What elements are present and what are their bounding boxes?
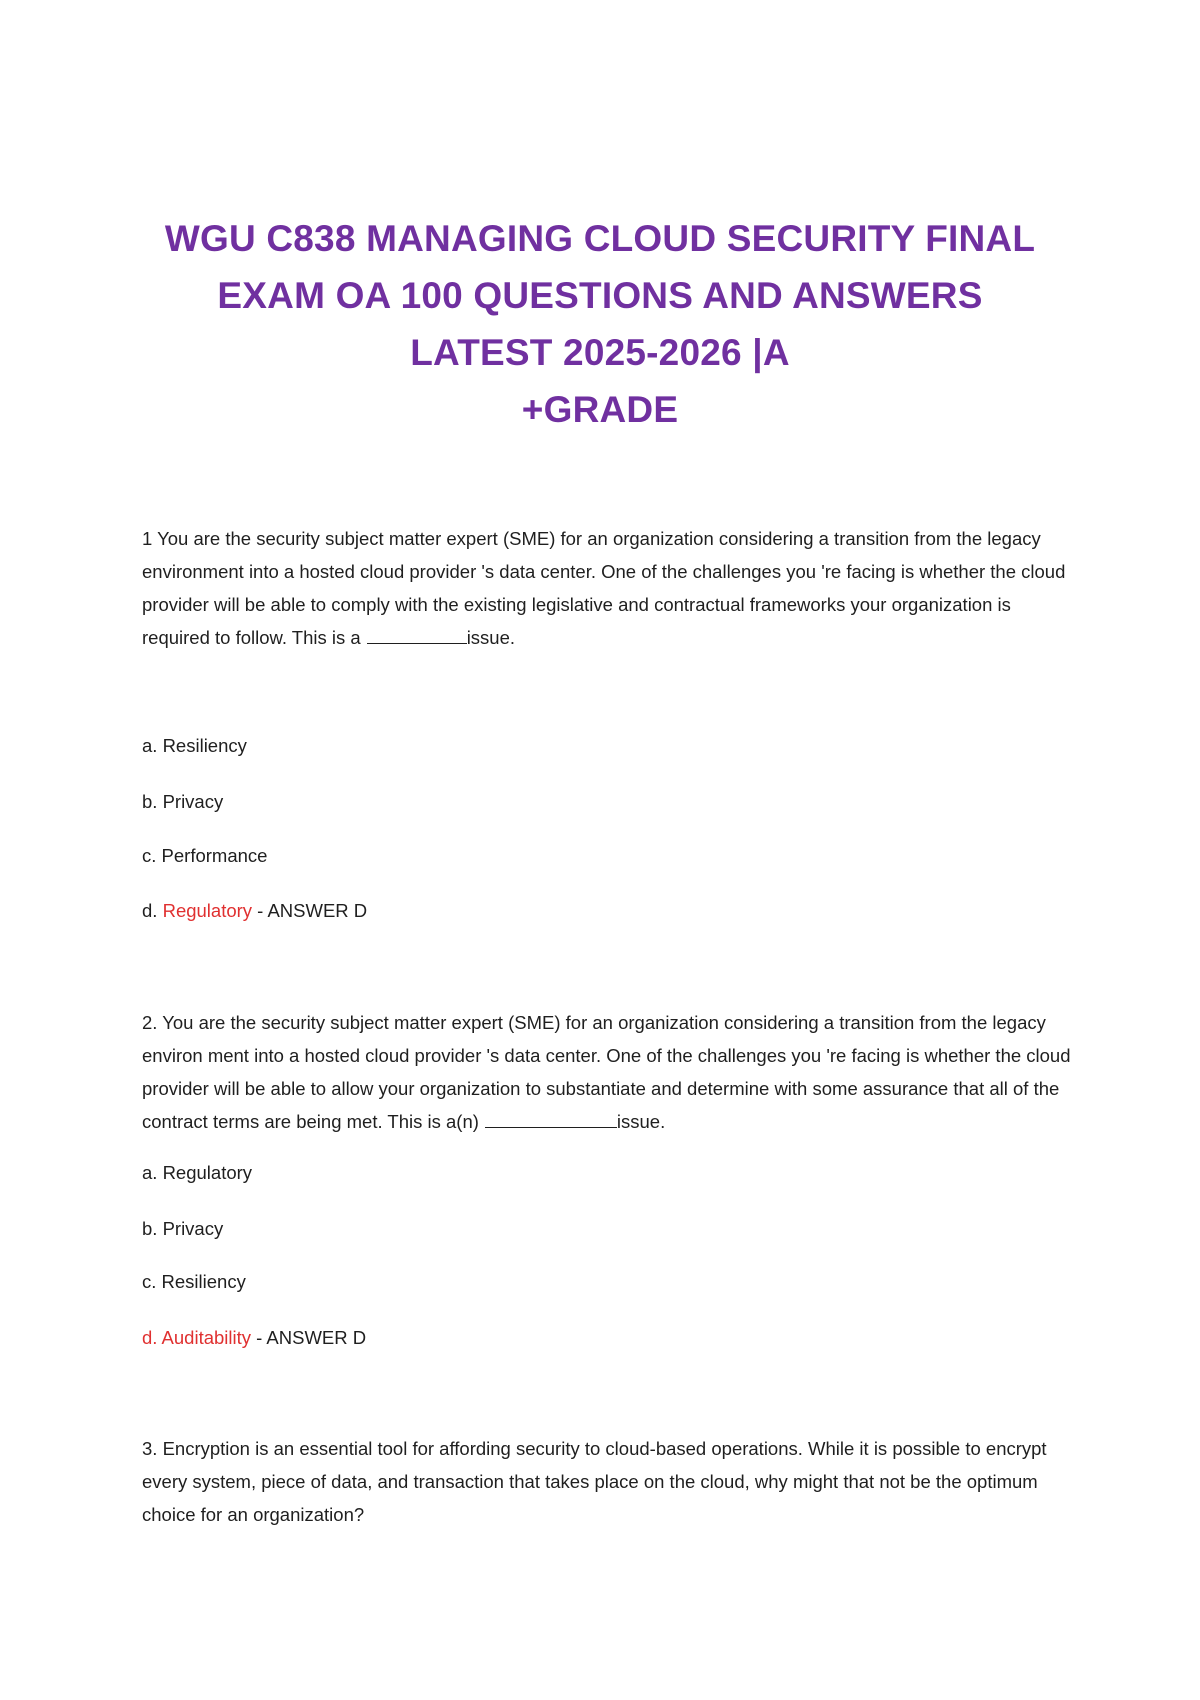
question-1-suffix: issue. <box>466 627 516 648</box>
document-title <box>120 210 1080 438</box>
question-1-option-a: a. Resiliency <box>142 735 247 756</box>
question-3-text: 3. Encryption is an essential tool for affording security to cloud-based operations. While it is possible to encrypt every system, piece of data, and transaction that takes place on the cloud, why might that not be the optimum choice for an organization? <box>142 1438 1047 1525</box>
question-1-option-d <box>142 899 367 923</box>
question-1-answer-key: - ANSWER D <box>252 900 368 921</box>
question-2-text <box>142 1006 1072 1138</box>
title-line-4: +GRADE <box>521 389 679 430</box>
question-2-correct-answer: d. Auditability <box>142 1327 252 1348</box>
title-line-1: WGU C838 MANAGING CLOUD SECURITY FINAL <box>164 218 1036 259</box>
question-2-answer-key: - ANSWER D <box>251 1327 367 1348</box>
question-2-blank <box>485 1109 617 1129</box>
question-2-option-b: b. Privacy <box>142 1218 224 1239</box>
question-1-text <box>142 522 1072 654</box>
question-2-option-c: c. Resiliency <box>142 1271 246 1292</box>
question-2-suffix: issue. <box>616 1111 666 1132</box>
title-line-2: EXAM OA 100 QUESTIONS AND ANSWERS <box>217 275 983 316</box>
title-line-3: LATEST 2025-2026 |A <box>410 332 790 373</box>
question-2-body: 2. You are the security subject matter expert (SME) for an organization considering a transition from the legacy environ ment into a hosted cloud provider 's data center. One of the challenges you 're facing is whether the cloud provider will be able to allow your organization to substantiate and determine with some assurance that all of the contract terms are being met. This is a(n) <box>142 1012 1071 1132</box>
question-1-blank <box>367 625 467 645</box>
question-1-answer-prefix: d. <box>142 900 163 921</box>
question-1-body: 1 You are the security subject matter expert (SME) for an organization considering a transition from the legacy environment into a hosted cloud provider 's data center. One of the challenges you 're facing is whether the cloud provider will be able to comply with the existing legislative and contractual frameworks your organization is required to follow. This is a <box>142 528 1066 648</box>
question-1-option-c: c. Performance <box>142 845 268 866</box>
question-2-option-a: a. Regulatory <box>142 1162 253 1183</box>
question-1-correct-answer: Regulatory <box>162 900 253 921</box>
question-1-option-b: b. Privacy <box>142 791 224 812</box>
question-2-option-d <box>142 1326 366 1350</box>
